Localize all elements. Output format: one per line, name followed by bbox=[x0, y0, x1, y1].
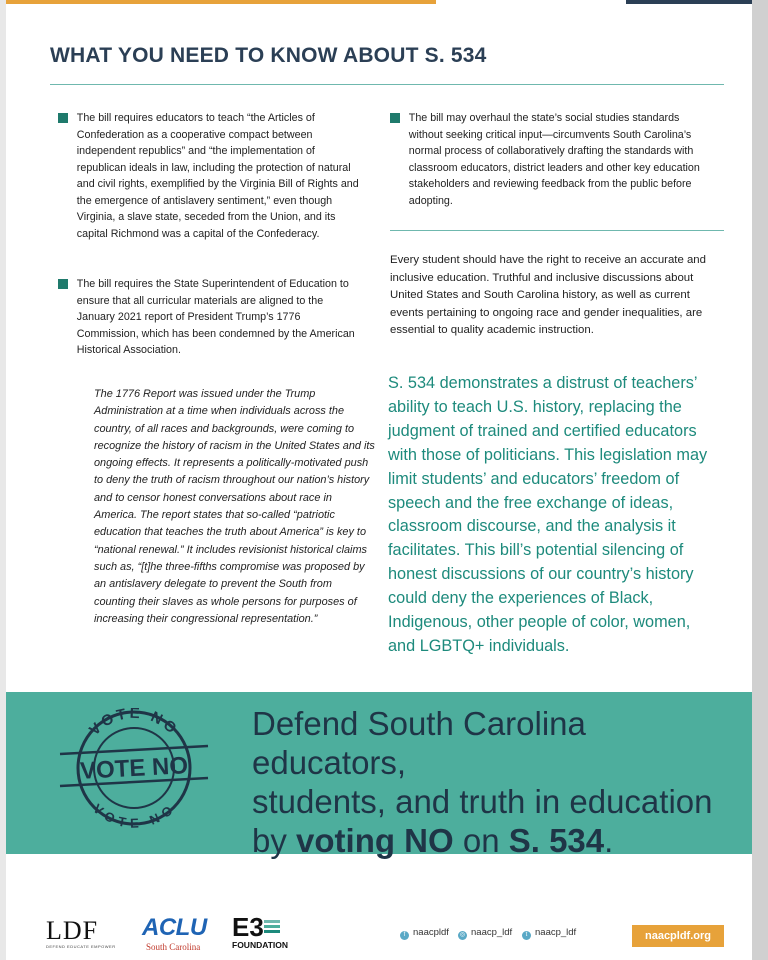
top-accent-bar-navy bbox=[626, 0, 752, 4]
banner-slogan bbox=[252, 704, 732, 860]
bullet-text: The bill requires educators to teach “the Articles of Confederation as a cooperative compact between independent republics” and “the implementation of republican ideals in law, including the protection of natural and civil rights, exemplified by the Virginia Bill of Rights and the emergence of antislavery sentiment,” even though Virginia, a slave state, seceded from the Union, and its capital Richmond was a capital of the Confederacy. bbox=[76, 112, 359, 240]
bullet-text: The bill requires the State Superintendent of Education to ensure that all curricular materials are aligned to the January 2021 report of President Trump’s 1776 Commission, which has been condemned by the American Historical Association. bbox=[76, 278, 355, 356]
right-bullet-1 bbox=[390, 110, 726, 209]
page-edge-shadow bbox=[752, 0, 768, 960]
stamp-top-text: VOTE NO bbox=[86, 708, 182, 740]
slogan-on: on bbox=[453, 822, 509, 859]
aclu-logo: ACLU bbox=[142, 914, 207, 941]
instagram-icon: ◎ bbox=[459, 932, 466, 938]
slogan-bill: S. 534 bbox=[508, 822, 605, 859]
document-page bbox=[6, 0, 752, 960]
social-handle: naacp_ldf bbox=[471, 927, 513, 938]
aclu-subtitle: South Carolina bbox=[146, 942, 201, 952]
facebook-icon: f bbox=[400, 931, 409, 940]
slogan-by: by bbox=[252, 822, 297, 859]
stamp-center-text: VOTE NO bbox=[79, 752, 189, 785]
social-twitter[interactable] bbox=[522, 927, 576, 940]
e3-subtitle: FOUNDATION bbox=[232, 940, 289, 950]
ldf-logo: LDF bbox=[46, 916, 99, 945]
social-instagram[interactable] bbox=[458, 927, 512, 940]
slogan-voting-no: voting NO bbox=[296, 822, 454, 859]
left-bullet-1 bbox=[58, 110, 380, 242]
teal-callout: S. 534 demonstrates a distrust of teachers’ ability to teach U.S. history, replacing the judgment of trained and certified educators with those of politicians. This legislation may limit students’ and educators’ freedom of speech and the free exchange of ideas, classroom discourse, and the analysis it facilitates. This bill’s potential silencing of honest discussions of our country’s history could deny the experiences of Black, Indigenous, other people of color, women, and LGBTQ+ individuals. bbox=[388, 374, 708, 655]
right-divider bbox=[390, 230, 724, 231]
page-title: WHAT YOU NEED TO KNOW ABOUT S. 534 bbox=[50, 44, 487, 67]
slogan-line-2: students, and truth in education bbox=[252, 783, 713, 820]
top-accent-bar bbox=[6, 0, 436, 4]
report-quote: The 1776 Report was issued under the Trump Administration at a time when individuals across the country, of all races and backgrounds, were coming to recognize the history of racism in the United States and its ongoing effects. It represents a politically-motivated push to deny the truth of racism throughout our nation’s history and to censor honest conversations about race in America. The report states that so-called “patriotic education that teaches the truth about America” is key to “national renewal.” It includes revisionist historical claims such as, “[t]he three-fifths compromise was proposed by an antislavery delegate to prevent the South from counting their slaves as whole persons for purposes of increasing their congressional representation.” bbox=[94, 388, 375, 625]
slogan-period: . bbox=[604, 822, 614, 859]
e3-stripes-icon bbox=[264, 920, 280, 936]
slogan-line-1: Defend South Carolina educators, bbox=[252, 705, 586, 781]
right-paragraph: Every student should have the right to receive an accurate and inclusive education. Truthful and inclusive discussions about United States and South Carolina history, as well as current events pertaining to ongoing race and gender inequalities, are essential to quality academic instruction. bbox=[390, 254, 706, 336]
social-handle: naacp_ldf bbox=[535, 927, 577, 938]
bullet-text: The bill may overhaul the state’s social studies standards without seeking critical input—circumvents South Carolina’s normal process of collaboratively drafting the standards with classroom educators, district leaders and other key education stakeholders and reviewing feedback from the public before adopting. bbox=[408, 112, 700, 207]
stamp-bottom-text: VOTE NO bbox=[90, 800, 178, 828]
e3-logo: E3 bbox=[232, 912, 264, 942]
twitter-icon: t bbox=[522, 931, 531, 940]
left-bullet-2 bbox=[58, 276, 380, 359]
social-handle: naacpldf bbox=[413, 927, 449, 938]
vote-no-stamp-icon bbox=[56, 708, 212, 828]
website-badge[interactable]: naacpldf.org bbox=[632, 925, 724, 947]
ldf-tagline: DEFEND EDUCATE EMPOWER bbox=[46, 944, 116, 949]
title-divider bbox=[50, 84, 724, 85]
social-facebook[interactable] bbox=[400, 927, 449, 940]
